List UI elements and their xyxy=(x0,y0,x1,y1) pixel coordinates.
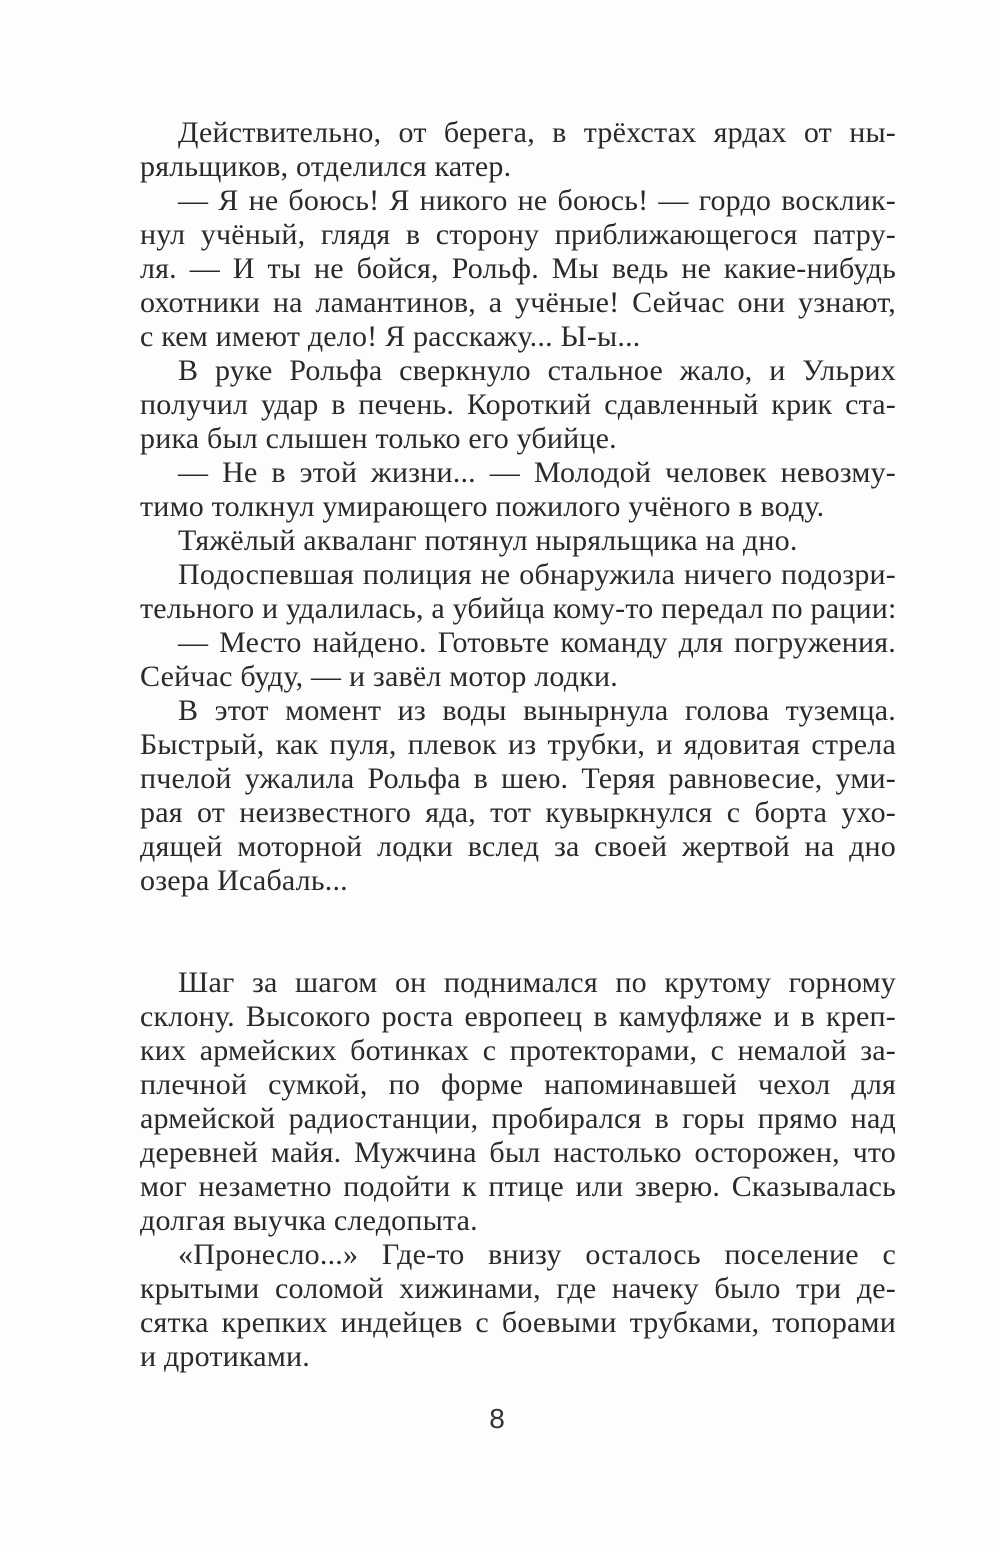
text-line: тельного и удалилась, а убийца кому-то передал по рации: xyxy=(140,592,897,625)
text-line: пчелой ужалила Рольфа в шею. Теряя равновесие, уми- xyxy=(140,762,896,795)
text-line: ля. — И ты не бойся, Рольф. Мы ведь не какие-нибудь xyxy=(140,252,896,285)
text-line: В руке Рольфа сверкнуло стальное жало, и Ульрих xyxy=(178,354,896,387)
text-line: деревней майя. Мужчина был настолько осторожен, что xyxy=(140,1136,896,1169)
text-line: долгая выучка следопыта. xyxy=(140,1204,478,1237)
text-line: охотники на ламантинов, а учёные! Сейчас они узнают, xyxy=(140,286,896,319)
text-line: мог незаметно подойти к птице или зверю. Сказывалась xyxy=(140,1170,896,1203)
text-line: ких армейских ботинках с протекторами, с немалой за- xyxy=(140,1034,896,1067)
text-line: и дротиками. xyxy=(140,1340,310,1373)
text-line: — Не в этой жизни... — Молодой человек невозму- xyxy=(178,456,896,489)
text-line: — Я не боюсь! Я никого не боюсь! — гордо восклик- xyxy=(178,184,896,217)
text-line: «Пронесло...» Где-то внизу осталось поселение с xyxy=(178,1238,896,1271)
text-line: тимо толкнул умирающего пожилого учёного в воду. xyxy=(140,490,825,523)
text-line: дящей моторной лодки вслед за своей жертвой на дно xyxy=(140,830,896,863)
text-line: В этот момент из воды вынырнула голова туземца. xyxy=(178,694,896,727)
text-line: крытыми соломой хижинами, где начеку было три де- xyxy=(140,1272,896,1305)
text-line: озера Исабаль... xyxy=(140,864,348,897)
text-line: плечной сумкой, по форме напоминавшей чехол для xyxy=(140,1068,896,1101)
text-line: с кем имеют дело! Я расскажу... Ы-ы... xyxy=(140,320,641,353)
text-line: нул учёный, глядя в сторону приближающегося патру- xyxy=(140,218,896,251)
text-line: армейской радиостанции, пробирался в горы прямо над xyxy=(140,1102,896,1135)
text-line: Сейчас буду, — и завёл мотор лодки. xyxy=(140,660,618,693)
text-line: Тяжёлый акваланг потянул ныряльщика на дно. xyxy=(178,524,798,557)
text-line: ряльщиков, отделился катер. xyxy=(140,150,512,183)
text-line: получил удар в печень. Короткий сдавленный крик ста- xyxy=(140,388,896,421)
text-line: — Место найдено. Готовьте команду для погружения. xyxy=(178,626,896,659)
text-line: Быстрый, как пуля, плевок из трубки, и ядовитая стрела xyxy=(140,728,896,761)
text-line: сятка крепких индейцев с боевыми трубками, топорами xyxy=(140,1306,896,1339)
text-line: рика был слышен только его убийце. xyxy=(140,422,617,455)
text-line: Шаг за шагом он поднимался по крутому горному xyxy=(178,966,896,999)
text-line: рая от неизвестного яда, тот кувыркнулся с борта ухо- xyxy=(140,796,896,829)
text-line: Действительно, от берега, в трёхстах ярдах от ны- xyxy=(178,116,896,149)
text-line: Подоспевшая полиция не обнаружила ничего подозри- xyxy=(178,558,896,591)
text-line: склону. Высокого роста европеец в камуфляже и в креп- xyxy=(140,1000,896,1033)
page-number: 8 xyxy=(489,1403,505,1434)
